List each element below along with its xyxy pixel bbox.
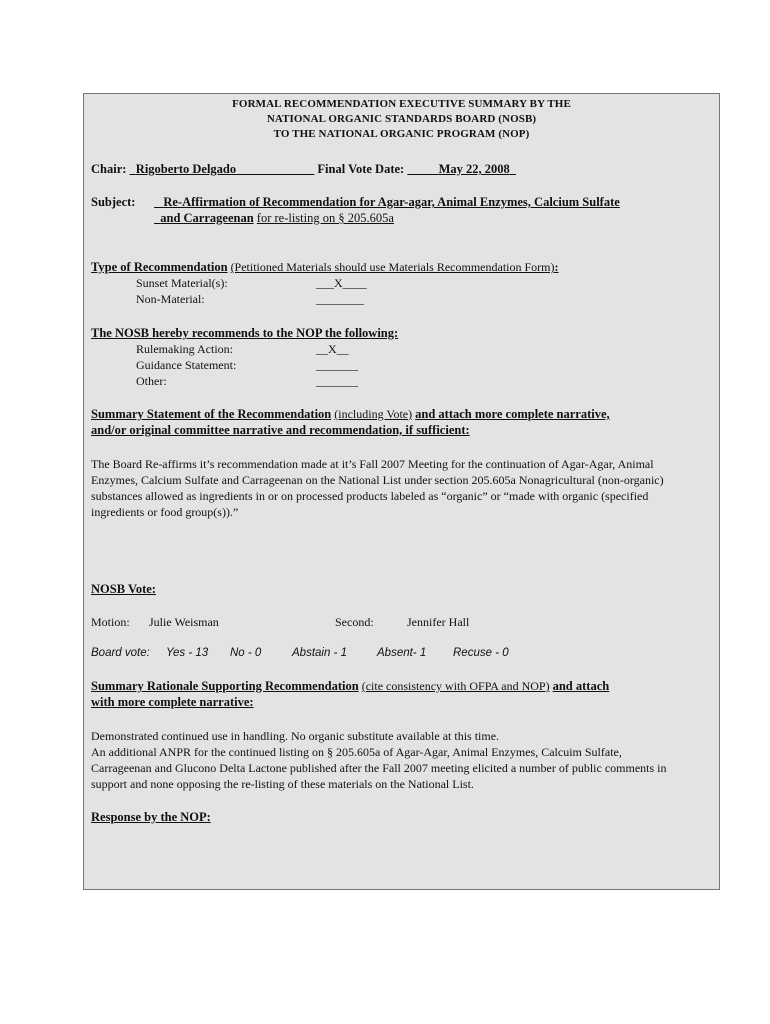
other-label: Other: xyxy=(136,374,167,388)
title-line-2: NATIONAL ORGANIC STANDARDS BOARD (NOSB) xyxy=(266,113,537,125)
vote-recuse: Recuse - 0 xyxy=(453,647,509,659)
rationale-body-2: An additional ANPR for the continued listing on § 205.605a of Agar-Agar, Animal Enzymes, Calcuim Sulfate, Carrageenan and Glucono Delta Lactone published after the Fall 2007 meeting elicited a number of public comments in support and none opposing the re-listing of these materials on the National List. xyxy=(91,745,667,791)
vote-abstain: Abstain - 1 xyxy=(292,647,347,659)
guidance-statement-label: Guidance Statement: xyxy=(136,358,237,372)
sunset-material-mark: ___X____ xyxy=(316,276,367,290)
summary-statement-body: The Board Re-affirms it’s recommendation made at it’s Fall 2007 Meeting for the continuation of Agar-Agar, Animal Enzymes, Calcium Sulfate and Carrageenan on the National List under section 205.605a Nonagricultural (non-organic) substances allowed as ingredients in or on processed products labeled as “organic” or “made with organic (specified ingredients or food group(s)).” xyxy=(91,457,664,519)
guidance-statement-mark: _______ xyxy=(316,358,358,372)
rationale-heading-cont: with more complete narrative: xyxy=(91,695,254,709)
other-mark: _______ xyxy=(316,374,358,388)
board-vote-label: Board vote: xyxy=(91,647,150,659)
subject-line-1: Re-Affirmation of Recommendation for Agar-agar, Animal Enzymes, Calcium Sulfate xyxy=(163,195,620,209)
vote-date-value: May 22, 2008 xyxy=(438,162,510,176)
sunset-material-label: Sunset Material(s): xyxy=(136,276,228,290)
response-heading: Response by the NOP: xyxy=(91,810,211,824)
second-value: Jennifer Hall xyxy=(407,615,470,629)
title-line-3: TO THE NATIONAL ORGANIC PROGRAM (NOP) xyxy=(273,128,530,140)
non-material-mark: ________ xyxy=(316,292,364,306)
rationale-heading: Summary Rationale Supporting Recommendation (cite consistency with OFPA and NOP) and attach xyxy=(91,679,610,693)
nosb-vote-heading: NOSB Vote: xyxy=(91,582,156,596)
vote-no: No - 0 xyxy=(230,647,262,659)
rulemaking-action-label: Rulemaking Action: xyxy=(136,342,233,356)
vote-date-label: Final Vote Date: xyxy=(317,162,405,176)
recommendation-form xyxy=(83,93,720,890)
subject-label: Subject: xyxy=(91,195,136,209)
title-line-1: FORMAL RECOMMENDATION EXECUTIVE SUMMARY BY THE xyxy=(232,98,571,110)
motion-value: Julie Weisman xyxy=(149,615,219,629)
second-label: Second: xyxy=(335,615,374,629)
rulemaking-action-mark: __X__ xyxy=(316,342,349,356)
chair-label: Chair: xyxy=(91,162,127,176)
chair-value: Rigoberto Delgado xyxy=(135,162,237,176)
motion-label: Motion: xyxy=(91,615,130,629)
subject-line-2: and Carrageenan for re-listing on § 205.605a xyxy=(160,211,394,225)
summary-statement-heading-cont: and/or original committee narrative and recommendation, if sufficient: xyxy=(91,423,470,437)
chair-line: Chair: Rigoberto Delgado_____ _______ Final Vote Date: ____May 22, 2008 xyxy=(91,162,510,176)
non-material-label: Non-Material: xyxy=(136,292,205,306)
type-of-recommendation-heading: Type of Recommendation (Petitioned Materials should use Materials Recommendation Form): xyxy=(91,260,559,274)
nosb-recommends-heading: The NOSB hereby recommends to the NOP the following: xyxy=(91,326,399,340)
summary-statement-heading: Summary Statement of the Recommendation (including Vote) and attach more complete narrative, xyxy=(91,407,610,421)
vote-yes: Yes - 13 xyxy=(166,647,209,659)
vote-absent: Absent- 1 xyxy=(377,647,427,659)
rationale-body-1: Demonstrated continued use in handling. No organic substitute available at this time. xyxy=(91,729,500,743)
